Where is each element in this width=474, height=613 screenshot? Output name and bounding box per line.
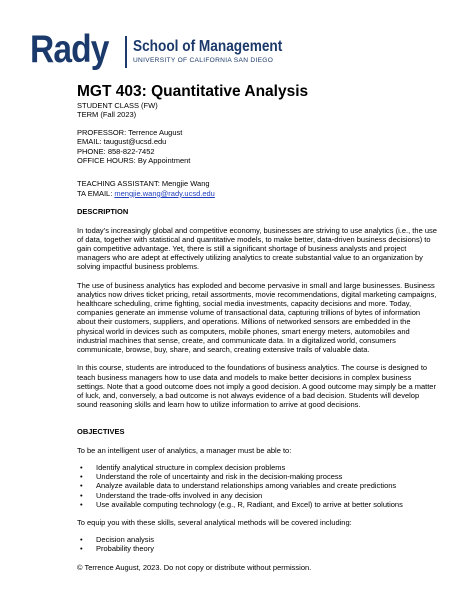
logo-university-name: UNIVERSITY OF CALIFORNIA SAN DIEGO [133,57,274,64]
description-paragraph: The use of business analytics has exploded and become pervasive in small and large businesses. Business analytics now drives ticket pricing, retail assortments, movie recommendations, digital marketing campaigns, healthcare scheduling, crime fighting, social media investments, capacity decisions and more. Today, companies generate an immense volume of transactional data, capturing trillions of bytes of information about their customers, suppliers, and operations. Millions of networked sensors are embedded in the physical world in devices such as computers, mobile phones, smart energy meters, automobiles and industrial machines that sense, create, and communicate data. In a digitalized world, consumers communicate, browse, buy, share, and search, creating extensive trails of valuable data. [77,280,437,355]
term: TERM (Fall 2023) [77,110,137,120]
description-paragraph: In this course, students are introduced to the foundations of business analytics. The course is designed to teach business managers how to use data and models to make better decisions in complex business settings. Note that a good outcome does not imply a good decision. A good outcome may simply be a matter of luck, and, conversely, a bad outcome is not always evidence of a bad decision. Students will develop sound reasoning skills and learn how to utilize information to arrive at good decisions. [77,363,436,410]
list-item: • Understand the trade-offs involved in any decision [77,491,439,500]
list-item: • Analyze available data to understand relationships among variables and create predictions [77,481,439,490]
list-item: • Identify analytical structure in complex decision problems [77,463,439,472]
list-item: • Decision analysis [77,535,439,544]
description-heading: DESCRIPTION [77,207,129,217]
list-item: • Understand the role of uncertainty and risk in the decision-making process [77,472,439,481]
logo-wordmark: Rady [30,28,109,71]
syllabus-content [77,83,439,554]
office-hours: OFFICE HOURS: By Appointment [77,156,191,166]
ta-email-label: TA EMAIL: [77,188,113,198]
copyright-footer: © Terrence August, 2023. Do not copy or distribute without permission. [77,563,312,572]
objectives-list [77,463,439,509]
rady-logo [30,28,283,74]
student-class: STUDENT CLASS (FW) [77,101,158,110]
list-item: • Use available computing technology (e.g., R, Radiant, and Excel) to arrive at better solutions [77,500,439,509]
professor-name: PROFESSOR: Terrence August [77,127,183,137]
list-item: • Probability theory [77,544,439,553]
ta-email-link[interactable]: mengjie.wang@rady.ucsd.edu [114,188,215,198]
objectives-intro: To be an intelligent user of analytics, a manager must be able to: [77,445,292,455]
course-title: MGT 403: Quantitative Analysis [77,83,309,100]
objectives-heading: OBJECTIVES [77,427,125,437]
professor-email: EMAIL: taugust@ucsd.edu [77,137,167,147]
professor-phone: PHONE: 858-822-7452 [77,146,155,156]
methods-list [77,535,439,553]
teaching-assistant: TEACHING ASSISTANT: Mengjie Wang [77,179,210,189]
logo-divider [125,36,127,68]
description-paragraph: In today’s increasingly global and competitive economy, businesses are striving to use analytics (i.e., the use of data, together with statistical and quantitative models, to make better, data-driven business decisions) to gain competitive advantage. Yet, there is still a significant shortage of business analysts and project managers who are adept at effectively utilizing analytics to create substantial value to an organization by solving impactful business problems. [77,225,437,272]
methods-intro: To equip you with these skills, several analytical methods will be covered including: [77,517,352,527]
logo-school-name: School of Management [133,38,283,55]
ta-email-row [77,189,439,198]
